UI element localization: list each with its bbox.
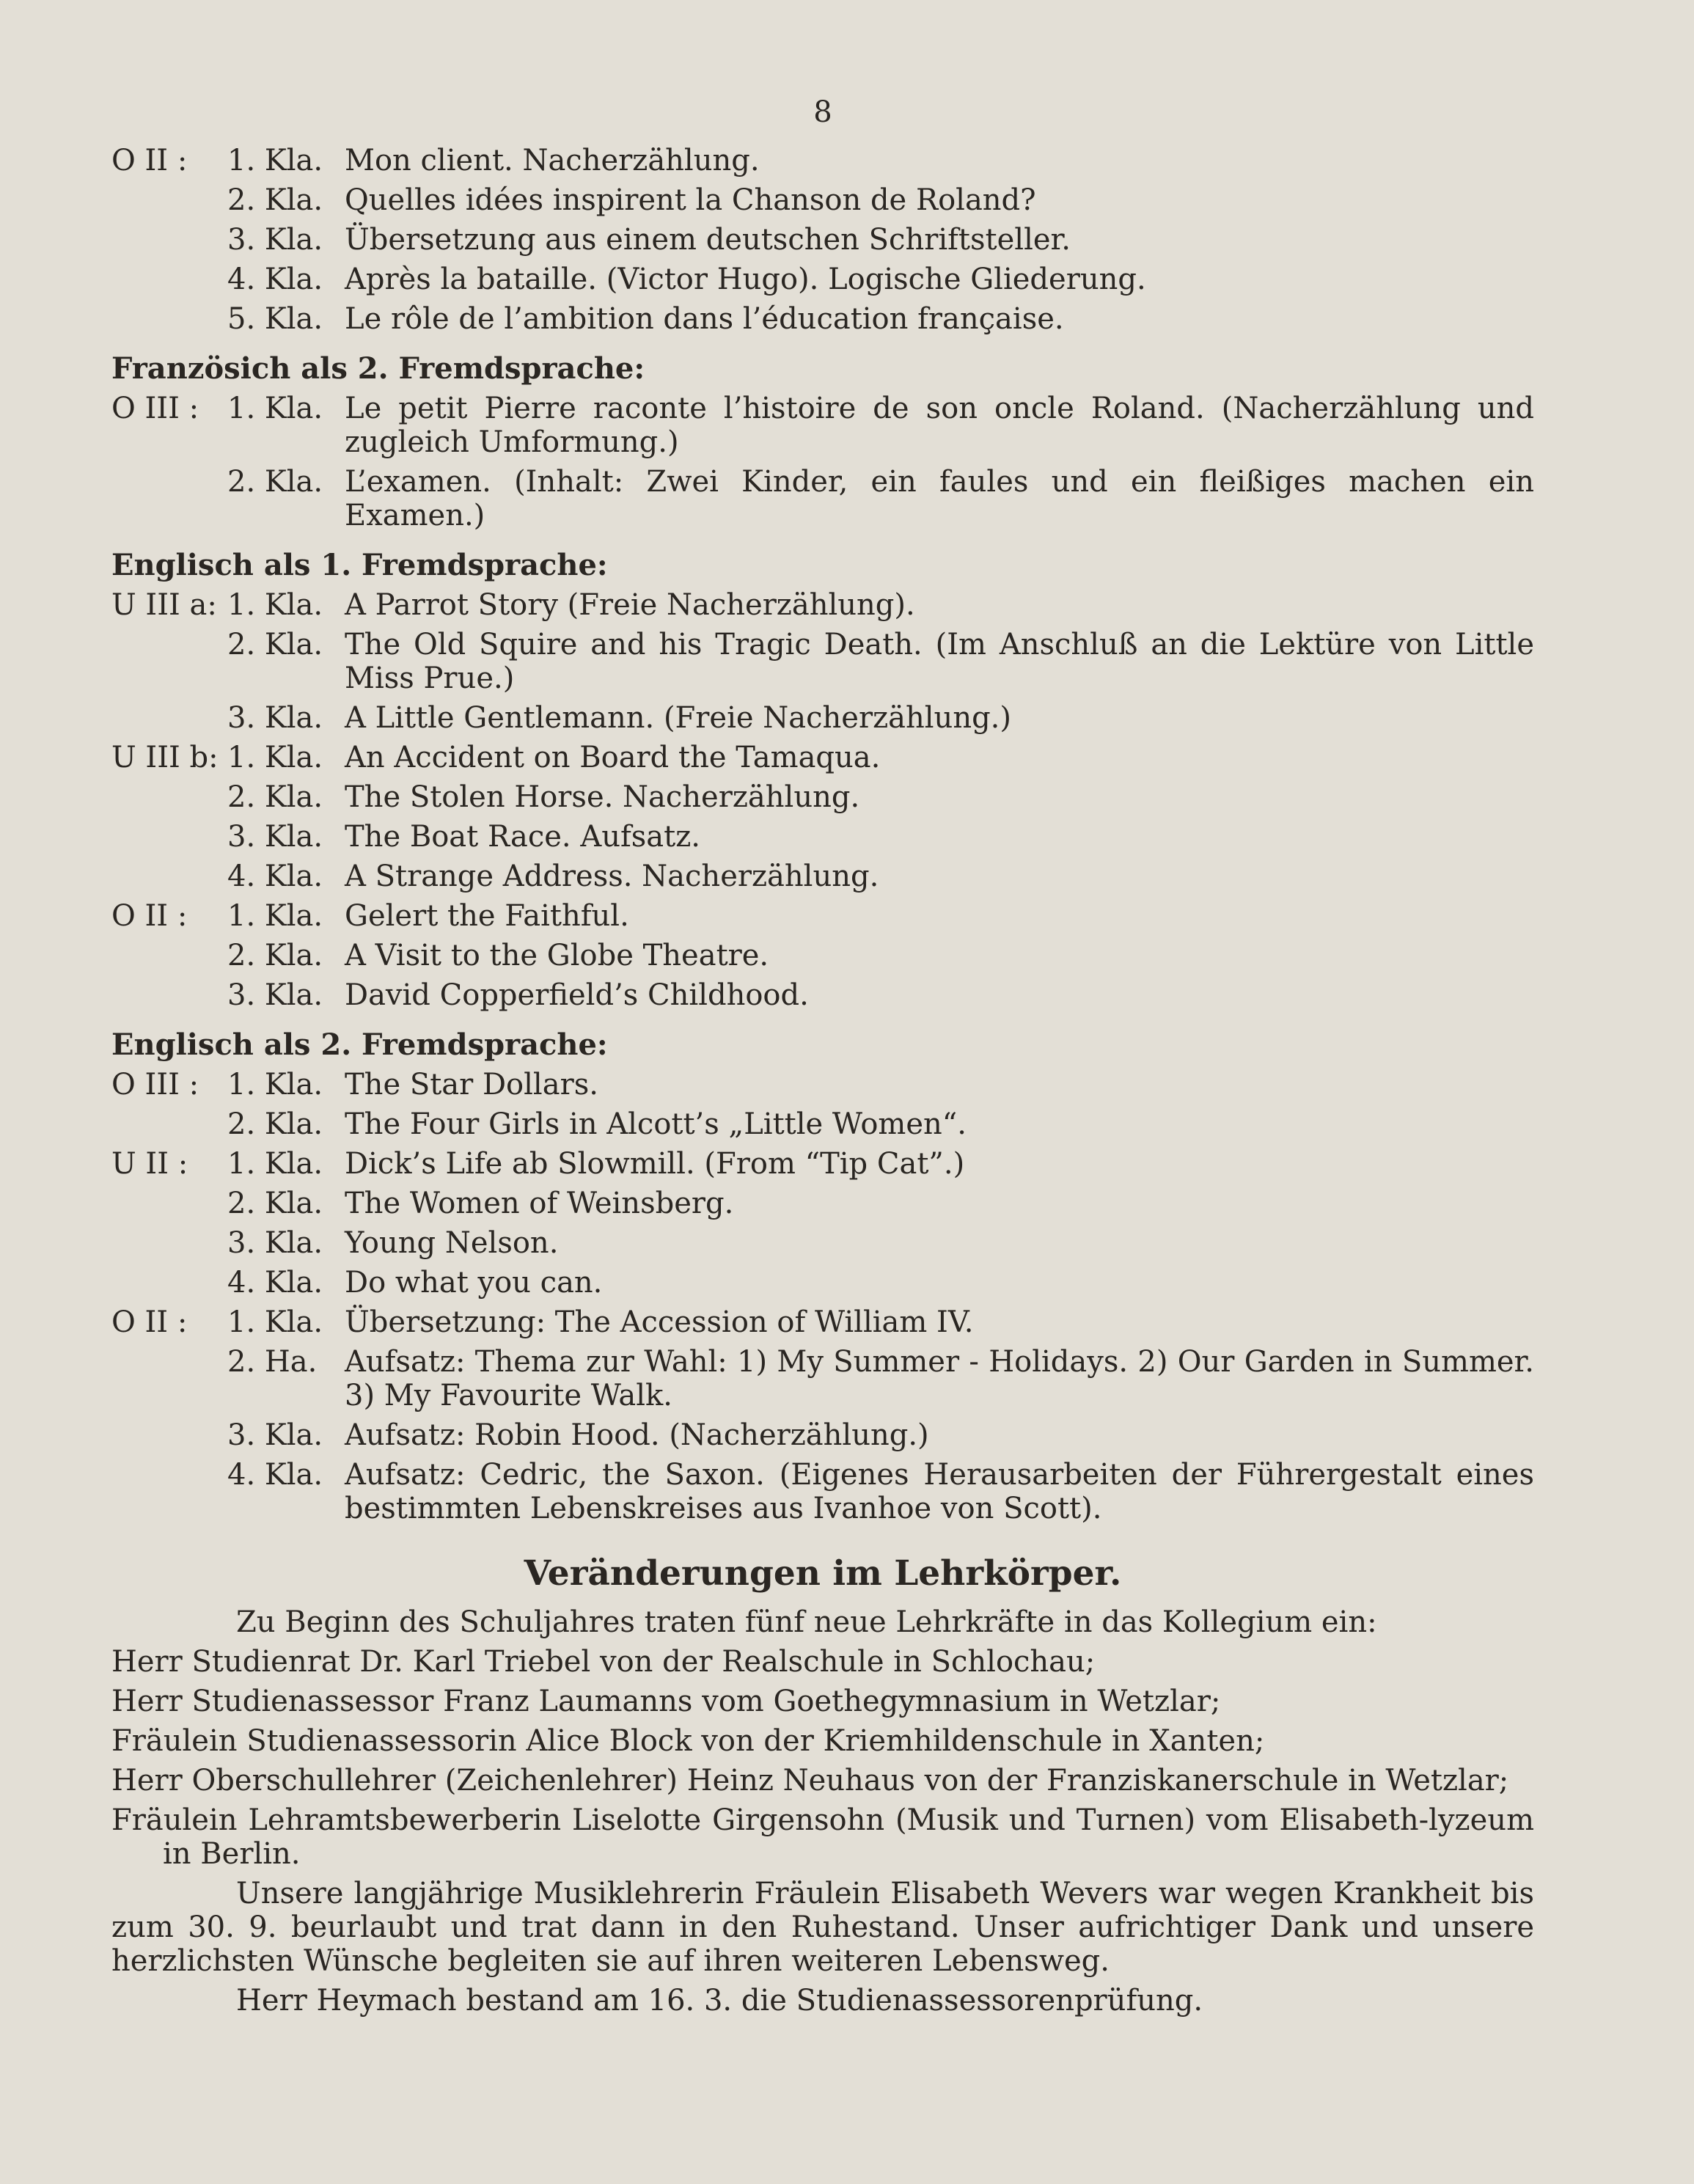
section-heading: Englisch als 1. Fremdsprache:: [111, 548, 608, 582]
essay-title: Après la bataille. (Victor Hugo). Logische Gliederung.: [345, 263, 1146, 296]
essay-group-french-1-continued: [111, 144, 1534, 336]
essay-number: 2. Kla.: [227, 1187, 323, 1220]
essay-title: Le petit Pierre raconte l’histoire de son oncle Roland. (Nacherzählung und zugleich Umformung.): [345, 392, 1534, 459]
essay-title: Mon client. Nacherzählung.: [345, 144, 760, 177]
essay-number: 3. Kla.: [227, 978, 323, 1012]
essay-list: [111, 144, 1534, 336]
essay-number: 2. Ha.: [227, 1345, 318, 1379]
staff-entry: Fräulein Lehramtsbewerberin Liselotte Girgensohn (Musik und Turnen) vom Elisabeth-lyzeum in Berlin.: [111, 1803, 1534, 1871]
essay-title: Aufsatz: Thema zur Wahl: 1) My Summer - Holidays. 2) Our Garden in Summer. 3) My Favourite Walk.: [345, 1345, 1534, 1412]
essay-title: Gelert the Faithful.: [345, 899, 629, 933]
essay-number: 2. Kla.: [227, 628, 323, 662]
essay-group-english-2: [111, 1028, 1534, 1525]
essay-number: 1. Kla.: [227, 1147, 323, 1181]
essay-title: The Women of Weinsberg.: [345, 1187, 734, 1220]
essay-entry: [111, 939, 1534, 972]
essay-entry: [111, 183, 1534, 217]
essay-number: 2. Kla.: [227, 780, 323, 814]
exam-paragraph: Herr Heymach bestand am 16. 3. die Studienassessorenprüfung.: [236, 1984, 1203, 2018]
essay-number: 3. Kla.: [227, 1226, 323, 1260]
essay-group-english-1: [111, 549, 1534, 1012]
essay-entry: [111, 701, 1534, 735]
retirement-paragraph: Unsere langjährige Musiklehrerin Fräulein Elisabeth Wevers war wegen Krankheit bis zum 30. 9. beurlaubt und trat dann in den Ruhestand. Unser aufrichtiger Dank und unsere herzlichsten Wünsche begleiten sie auf ihren weiteren Lebensweg.: [111, 1877, 1534, 1978]
essay-title: The Four Girls in Alcott’s „Little Women“.: [345, 1107, 967, 1141]
essay-number: 2. Kla.: [227, 183, 323, 217]
essay-entry: [111, 741, 1534, 774]
essay-entry: [111, 223, 1534, 257]
staff-entry: Herr Studienassessor Franz Laumanns vom Goethegymnasium in Wetzlar;: [111, 1685, 1221, 1718]
staff-entry: Fräulein Studienassessorin Alice Block von der Kriemhildenschule in Xanten;: [111, 1724, 1265, 1758]
essay-title: David Copperfield’s Childhood.: [345, 978, 809, 1012]
essay-entry: [111, 628, 1534, 695]
essay-entry: [111, 392, 1534, 459]
essay-number: 3. Kla.: [227, 701, 323, 735]
essay-title: The Star Dollars.: [345, 1068, 598, 1102]
essay-number: 1. Kla.: [227, 1305, 323, 1339]
section-heading: Französich als 2. Fremdsprache:: [111, 351, 645, 386]
essay-number: 2. Kla.: [227, 465, 323, 499]
staff-entry: Herr Studienrat Dr. Karl Triebel von der Realschule in Schlochau;: [111, 1645, 1096, 1679]
essay-title: A Visit to the Globe Theatre.: [345, 939, 769, 972]
essay-title: An Accident on Board the Tamaqua.: [345, 741, 881, 774]
essay-entry: [111, 1458, 1534, 1525]
essay-entry: [111, 588, 1534, 622]
essay-number: 1. Kla.: [227, 144, 323, 177]
essay-number: 1. Kla.: [227, 1068, 323, 1102]
essay-entry: [111, 1305, 1534, 1339]
essay-entry: [111, 1418, 1534, 1452]
essay-title: Dick’s Life ab Slowmill. (From “Tip Cat”.): [345, 1147, 965, 1181]
essay-title: Young Nelson.: [345, 1226, 559, 1260]
essay-entry: [111, 302, 1534, 336]
essay-title: The Boat Race. Aufsatz.: [345, 820, 701, 854]
class-form: U II :: [111, 1147, 188, 1181]
essay-title: A Strange Address. Nacherzählung.: [345, 860, 879, 893]
staff-changes-section: [111, 1553, 1534, 2018]
class-form: O II :: [111, 1305, 188, 1339]
essay-entry: [111, 1226, 1534, 1260]
essay-entry: [111, 144, 1534, 177]
essay-number: 4. Kla.: [227, 1458, 323, 1492]
essay-number: 1. Kla.: [227, 392, 323, 425]
essay-entry: [111, 1266, 1534, 1300]
essay-entry: [111, 263, 1534, 296]
essay-entry: [111, 899, 1534, 933]
essay-entry: [111, 1187, 1534, 1220]
essay-number: 1. Kla.: [227, 588, 323, 622]
essay-entry: [111, 1107, 1534, 1141]
essay-title: A Parrot Story (Freie Nacherzählung).: [345, 588, 915, 622]
essay-title: The Stolen Horse. Nacherzählung.: [345, 780, 860, 814]
essay-number: 5. Kla.: [227, 302, 323, 336]
essay-number: 3. Kla.: [227, 223, 323, 257]
essay-list: [111, 392, 1534, 532]
page-number: 8: [813, 95, 832, 129]
essay-number: 2. Kla.: [227, 939, 323, 972]
essay-entry: [111, 465, 1534, 532]
essay-title: Quelles idées inspirent la Chanson de Roland?: [345, 183, 1036, 217]
class-form: O II :: [111, 899, 188, 933]
essay-group-french-2: [111, 352, 1534, 532]
essay-list: [111, 1068, 1534, 1525]
essay-title: Do what you can.: [345, 1266, 603, 1300]
staff-changes-title: Veränderungen im Lehrkörper.: [524, 1553, 1122, 1594]
class-form: O II :: [111, 144, 188, 177]
essay-title: Übersetzung aus einem deutschen Schriftsteller.: [345, 223, 1071, 257]
class-form: O III :: [111, 392, 199, 425]
essay-entry: [111, 820, 1534, 854]
staff-intro: Zu Beginn des Schuljahres traten fünf neue Lehrkräfte in das Kollegium ein:: [236, 1605, 1377, 1639]
essay-entry: [111, 860, 1534, 893]
essay-number: 1. Kla.: [227, 899, 323, 933]
staff-entry: Herr Oberschullehrer (Zeichenlehrer) Heinz Neuhaus von der Franziskanerschule in Wetzlar;: [111, 1764, 1509, 1798]
essay-title: Übersetzung: The Accession of William IV.: [345, 1305, 974, 1339]
class-form: U III a:: [111, 588, 217, 622]
essay-title: The Old Squire and his Tragic Death. (Im Anschluß an die Lektüre von Little Miss Prue.): [345, 628, 1534, 695]
essay-title: L’examen. (Inhalt: Zwei Kinder, ein faules und ein fleißiges machen ein Examen.): [345, 465, 1534, 532]
essay-entry: [111, 780, 1534, 814]
section-heading: Englisch als 2. Fremdsprache:: [111, 1027, 608, 1062]
essay-number: 4. Kla.: [227, 860, 323, 893]
essay-number: 3. Kla.: [227, 1418, 323, 1452]
essay-entry: [111, 1345, 1534, 1412]
essay-title: Le rôle de l’ambition dans l’éducation française.: [345, 302, 1064, 336]
essay-number: 1. Kla.: [227, 741, 323, 774]
essay-number: 2. Kla.: [227, 1107, 323, 1141]
essay-number: 3. Kla.: [227, 820, 323, 854]
essay-title: Aufsatz: Cedric, the Saxon. (Eigenes Herausarbeiten der Führergestalt eines bestimmten Lebenskreises aus Ivanhoe von Scott).: [345, 1458, 1534, 1525]
essay-entry: [111, 978, 1534, 1012]
essay-list: [111, 588, 1534, 1012]
essay-number: 4. Kla.: [227, 263, 323, 296]
essay-entry: [111, 1147, 1534, 1181]
essay-title: A Little Gentlemann. (Freie Nacherzählung.): [345, 701, 1012, 735]
essay-title: Aufsatz: Robin Hood. (Nacherzählung.): [345, 1418, 929, 1452]
essay-entry: [111, 1068, 1534, 1102]
class-form: O III :: [111, 1068, 199, 1102]
document-page: [111, 95, 1534, 2119]
class-form: U III b:: [111, 741, 219, 774]
essay-number: 4. Kla.: [227, 1266, 323, 1300]
